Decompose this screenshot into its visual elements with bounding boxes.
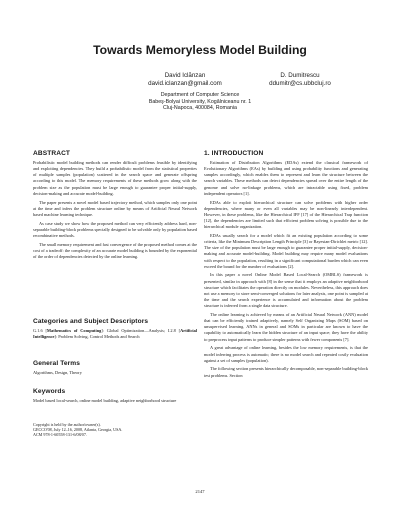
introduction-heading: 1. INTRODUCTION <box>204 150 264 157</box>
author-block-1 <box>130 72 240 87</box>
copyright-notice <box>33 422 197 438</box>
author-block-2 <box>250 72 350 87</box>
affiliation-line: Cluj-Napoca, 400084, Romania <box>163 105 237 112</box>
intro-paragraph: The online learning is achieved by means of an Artificial Neural Network (ANN) model that can be efficiently trained adaptively, namely Self Organizing Maps (SOM) based on unsupervised learning. ANNs in general and SOMs in particular are known to have the capability to automatically learn the hidden structure of an input space; they have the ability to preprocess input patterns to produce simpler patterns with fewer components [7]. <box>204 311 368 342</box>
author-email: david.iclanzan@gmail.com <box>148 79 222 87</box>
abstract-paragraph: The small memory requirement and fast convergence of the proposed method comes at the cost of a tradeoff: the complexity of an accurate model building is bounded by the exponential of the order of dependencies detected by the online learning. <box>33 241 197 259</box>
intro-paragraph: A great advantage of online learning, besides the low memory requirements, is that the model inferring process is automatic; there is no model search and repeated costly evaluation against a set of samples (population). <box>204 345 368 363</box>
abstract-paragraph: As case study we show how the proposed method can very efficiently address hard, non-separable building-block problems specially designed to be solvable only by population based recombinative methods. <box>33 220 197 238</box>
categories-heading: Categories and Subject Descriptors <box>33 318 149 325</box>
categories-section <box>33 318 197 343</box>
intro-paragraph: EDAs usually search for a model which fit an existing population according to some criteria, like the Minimum Description Length Principle [3] or Bayesian-Dirichlet metric [12]. The size of the population must be large enough to guarantee proper initial-supply, decision-making and accurate model-building. Model building may require many model evaluations with respect to the population, resulting in a significant computational burden which can even exceed the bound for the number of evaluations [2]. <box>204 232 368 269</box>
categories-text: G.1.6 [Mathematics of Computing]: Global Optimization—Analysis; I.2.8 [Artificial Intelligence]: Problem Solving, Control Methods and Search <box>33 328 198 340</box>
general-terms-heading: General Terms <box>33 360 80 367</box>
copyright-line: GECCO'08, July 12–16, 2008, Atlanta, Georgia, USA. <box>33 427 123 433</box>
page-number: 2147 <box>195 489 205 494</box>
intro-paragraph: EDAs able to exploit hierarchical structure can solve problems with higher order dependencies, where many or even all variables may be non-linearly interdependent. However, in these problems, like the Hierarchical IFF [17] of the Hierarchical Trap function [12], the dependencies are limited such that efficient problem solving is possible due to the hierarchical module organization. <box>204 199 368 230</box>
affiliation <box>100 92 300 112</box>
intro-paragraph: In this paper a novel Online Model Based Local-Search (OMBLS) framework is presented, similar in approach with [8] in the sense that it employs an adaptive neighborhood structure which facilitates the operation directly on modules. Nevertheless, this approach does not use a memory to store semi-converged solutions for later analysis, one point is sampled at the time and the search experience is accumulated and information about the problem structure is inferred from a single data structure. <box>204 272 368 309</box>
copyright-line: Copyright is held by the author/owner(s). <box>33 422 101 427</box>
keywords-text: Model based local-search, online model building, adaptive neighborhood structure <box>33 398 177 403</box>
paper-title: Towards Memoryless Model Building <box>93 43 307 57</box>
abstract-paragraph: The paper presents a novel model based trajectory method, which samples only one point at the time and infers the problem structure online by means of Artificial Neural Network based machine learning technique. <box>33 199 197 217</box>
abstract-paragraph: Probabilistic model building methods can render difficult problems feasible by identifying and exploiting dependencies. They build a probabilistic model from the statistical properties of multiple samples (population) scattered in the search space and generate offspring according to this model. The memory requirements of these methods grow along with the problem size as the population must be large enough to guarantee proper initial-supply, decision-making and accurate model-building. <box>33 160 197 196</box>
author-name: David Iclănzan <box>164 72 206 79</box>
affiliation-line: Department of Computer Science <box>160 92 240 98</box>
general-terms-section <box>33 360 197 379</box>
abstract-heading: ABSTRACT <box>33 150 71 157</box>
intro-paragraph: Estimation of Distribution Algorithms (EDAs) extend the classical framework of Evolutionary Algorithms (EAs) by building and using probability functions and generating samples accordingly, which enables them to represent and learn the structure between the search variables. These methods can detect dependencies spread over the entire length of the genome and solve no-linkage problems, which are intractable using fixed, problem independent operators [1]. <box>204 160 368 196</box>
general-terms-text: Algorithms, Design, Theory <box>33 370 82 375</box>
keywords-heading: Keywords <box>33 388 66 395</box>
author-email: ddumitr@cs.ubbcluj.ro <box>269 79 331 87</box>
keywords-section <box>33 388 197 407</box>
copyright-line: ACM 978-1-60558-131-6/08/07. <box>33 432 87 438</box>
intro-paragraph: The following section presents hierarchically decomposable, non-separable building-block test problems. Section <box>204 366 368 378</box>
introduction-section <box>204 150 368 381</box>
author-name: D. Dumitrescu <box>280 72 320 79</box>
affiliation-line: Babeş-Bolyai University, Kogălniceanu nr. 1 <box>148 98 252 105</box>
abstract-section <box>33 150 197 263</box>
